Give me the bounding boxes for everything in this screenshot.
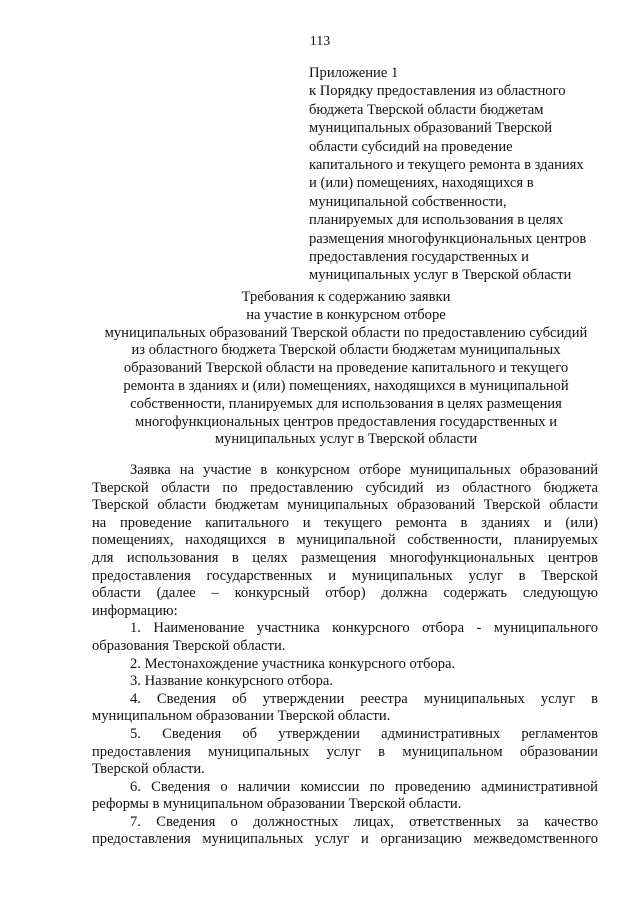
appendix-line: размещения многофункциональных центров (309, 230, 587, 247)
body-line: 6. Сведения о наличии комиссии по проведению административной (130, 778, 598, 795)
body-line: 2. Местонахождение участника конкурсного отбора. (130, 655, 456, 672)
document-body (92, 462, 598, 849)
page-number: 113 (309, 34, 331, 49)
title-line: из областного бюджета Тверской области бюджетам муниципальных (131, 342, 561, 359)
body-line: Тверской области. (92, 761, 205, 778)
title-line: муниципальных услуг в Тверской области (214, 431, 478, 448)
title-line: собственности, планируемых для использования в целях размещения (130, 395, 562, 412)
appendix-line: к Порядку предоставления из областного (309, 83, 566, 100)
body-line: на проведение капитального и текущего ремонта в зданиях и (или) (92, 514, 598, 531)
title-line: муниципальных образований Тверской области по предоставлению субсидий (104, 324, 588, 341)
appendix-line: области субсидий на проведение (309, 138, 513, 155)
body-line: Заявка на участие в конкурсном отборе муниципальных образований (130, 462, 598, 478)
body-line: Тверской области по предоставлению субсидий из областного бюджета (92, 479, 598, 496)
body-line: помещениях, находящихся в муниципальной собственности, планируемых (92, 532, 598, 549)
title-line: Требования к содержанию заявки (241, 289, 451, 305)
title-line: многофункциональных центров предоставления государственных и (134, 413, 558, 430)
title-line: образований Тверской области на проведение капитального и текущего (123, 360, 569, 377)
body-line: 1. Наименование участника конкурсного отбора - муниципального (130, 620, 598, 637)
body-line: 5. Сведения об утверждении административных регламентов (130, 725, 598, 742)
body-line: 4. Сведения об утверждении реестра муниципальных услуг в (130, 690, 598, 707)
body-line: предоставления государственных и муниципальных услуг в Тверской (92, 567, 598, 584)
body-line: области (далее – конкурсный отбор) должна содержать следующую (92, 585, 598, 602)
body-line: муниципальном образовании Тверской области. (92, 708, 391, 725)
body-line: предоставления муниципальных услуг и организацию межведомственного (92, 831, 598, 848)
appendix-line: планируемых для использования в целях (309, 212, 564, 229)
body-line: Тверской области бюджетам муниципальных образований Тверской области (92, 497, 598, 514)
body-line: реформы в муниципальном образовании Тверской области. (92, 796, 462, 813)
body-line: информацию: (92, 602, 178, 619)
body-line: 3. Название конкурсного отбора. (130, 673, 334, 690)
appendix-line: муниципальных образований Тверской (309, 120, 553, 137)
title-line: на участие в конкурсном отборе (246, 306, 446, 323)
appendix-line: муниципальной собственности, (309, 193, 507, 210)
appendix-line: муниципальных услуг в Тверской области (309, 267, 572, 284)
appendix-line: предоставления государственных и (309, 249, 529, 266)
appendix-line: и (или) помещениях, находящихся в (309, 175, 534, 192)
appendix-line: Приложение 1 (309, 65, 399, 81)
body-line: образования Тверской области. (92, 637, 286, 654)
document-title (80, 289, 612, 449)
appendix-header (309, 64, 609, 285)
title-line: ремонта в зданиях и (или) помещениях, находящихся в муниципальной (123, 377, 569, 394)
body-line: для использования в целях размещения многофункциональных центров (92, 549, 598, 566)
appendix-line: капитального и текущего ремонта в зданиях (309, 157, 584, 174)
body-line: 7. Сведения о должностных лицах, ответственных за качество (130, 813, 598, 830)
appendix-line: бюджета Тверской области бюджетам (309, 101, 544, 118)
body-line: предоставления муниципальных услуг в муниципальном образовании (92, 743, 598, 760)
